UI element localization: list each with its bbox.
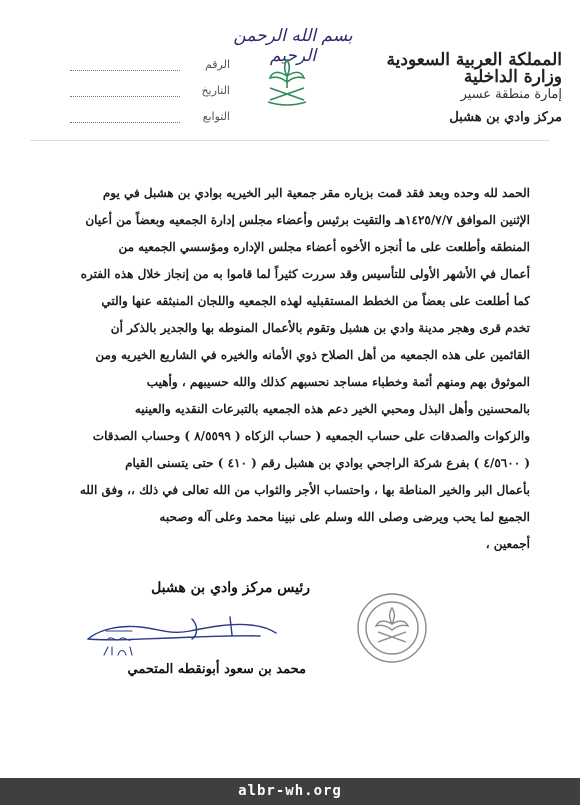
body-line: المنطقه وأطلعت على ما أنجزه الأخوه أعضاء مجلس الإداره ومؤسسي الجمعيه من <box>118 240 530 254</box>
body-line: ( ٤/٥٦٠٠ ) بفرع شركة الراجحي بوادي بن هشبل رقم ( ٤١٠ ) حتى يتسنى القيام <box>125 456 530 470</box>
body-line: الحمد لله وحده وبعد فقد قمت بزياره مقر جمعية البر الخيريه بوادي بن هشبل في يوم <box>102 186 530 200</box>
official-stamp-icon <box>352 588 432 668</box>
letter-body <box>52 180 530 558</box>
date-label: التاريخ <box>201 84 230 97</box>
handwritten-date <box>98 625 140 663</box>
reference-number-label: الرقم <box>204 58 230 71</box>
body-line: الإثنين الموافق ١٤٢٥/٧/٧هـ والتقيت برئيس وأعضاء مجلس إدارة الجمعيه وبعضاً من أعيان <box>85 213 530 227</box>
letterhead-emirate: إمارة منطقة عسير <box>460 87 562 102</box>
letterhead-ministry: وزارة الداخلية <box>463 67 562 87</box>
website-footer: albr-wh.org <box>0 778 580 805</box>
body-line: تخدم قرى وهجر مدينة وادي بن هشبل وتقوم بالأعمال المنوطه بها والجدير بالذكر أن <box>110 321 530 335</box>
reference-fields <box>70 58 230 136</box>
attachments-line <box>70 122 180 123</box>
bismillah: بسم الله الرحمن الرحيم <box>233 26 353 66</box>
letterhead-kingdom: المملكة العربية السعودية <box>386 50 562 70</box>
body-line: أجمعين ، <box>485 537 530 551</box>
body-line: كما أطلعت على بعضاً من الخطط المستقبليه لهذه الجمعيه واللجان المنبثقه عنها والتي <box>101 294 530 308</box>
header-divider <box>30 140 550 141</box>
reference-number-line <box>70 70 180 71</box>
reference-number-field <box>70 58 230 84</box>
body-line: والزكوات والصدقات على حساب الجمعيه ( حساب الزكاه ( ٨/٥٥٩٩ ) وحساب الصدقات <box>92 429 530 443</box>
date-line <box>70 96 180 97</box>
date-field <box>70 84 230 110</box>
signatory-title: رئيس مركز وادي بن هشبل <box>151 580 310 596</box>
letterhead <box>372 52 562 126</box>
body-line: الموثوق بهم ومنهم أئمة وخطباء مساجد نحسبهم كذلك والله حسيبهم ، وأهيب <box>146 375 530 389</box>
attachments-field <box>70 110 230 136</box>
saudi-emblem-icon <box>258 52 316 110</box>
signatory-name: محمد بن سعود أبونقطه المتحمي <box>127 662 306 677</box>
body-line: بأعمال البر والخير المناطة بها ، واحتساب الأجر والثواب من الله تعالى في ذلك ،، وفق الله <box>79 483 530 497</box>
body-line: الجميع لما يحب ويرضى وصلى الله وسلم على نبينا محمد وعلى آله وصحبه <box>159 510 530 524</box>
body-line: أعمال في الأشهر الأولى للتأسيس وقد سررت كثيراً لما قاموا به من إنجاز خلال هذه الفتره <box>80 267 530 281</box>
body-line: بالمحسنين وأهل البذل ومحبي الخير دعم هذه الجمعيه بالتبرعات النقديه والعينيه <box>134 402 530 416</box>
body-line: القائمين على هذه الجمعيه من أهل الصلاح ذوي الأمانه والخيره في الشاريع الخيريه ومن <box>95 348 530 362</box>
letterhead-center: مركز وادي بن هشبل <box>449 110 562 125</box>
attachments-label: التوابع <box>202 110 230 123</box>
